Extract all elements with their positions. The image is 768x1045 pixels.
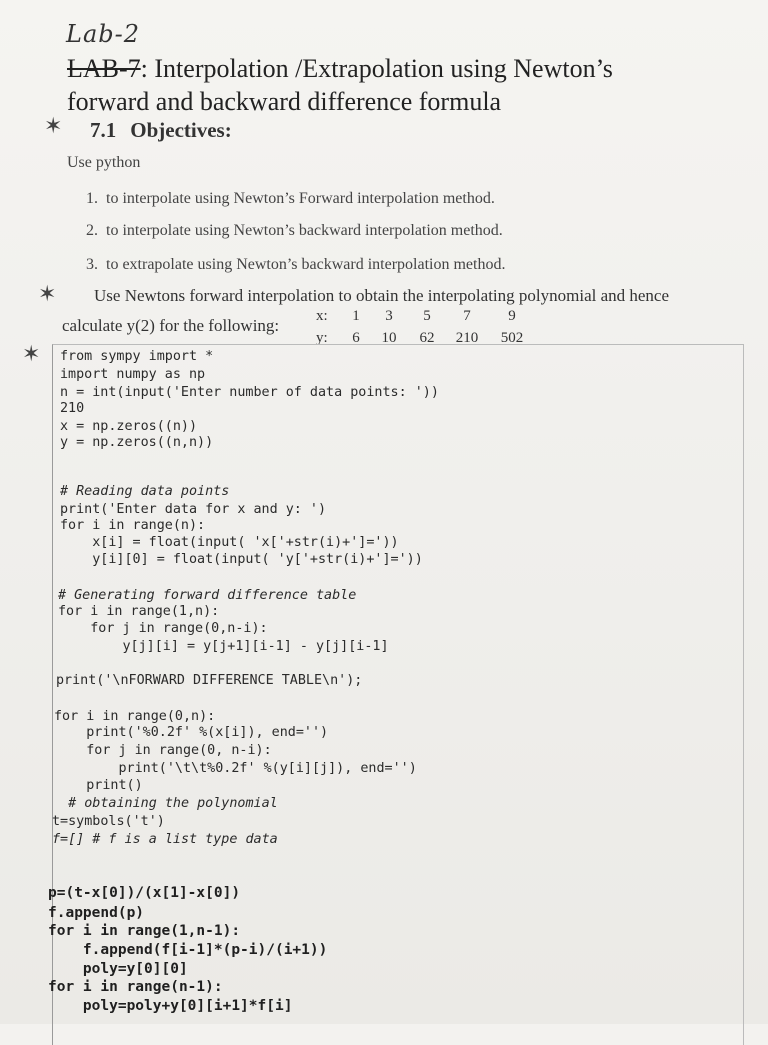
- handwritten-lab-note: Lab-2: [66, 20, 140, 48]
- code-line: print(): [54, 778, 143, 793]
- code-line: poly=y[0][0]: [48, 961, 188, 977]
- star-mark-icon: ✶: [38, 282, 57, 307]
- use-python-text: Use python: [67, 154, 141, 171]
- code-line: poly=poly+y[0][i+1]*f[i]: [48, 998, 293, 1014]
- question-line2: calculate y(2) for the following:: [62, 316, 280, 335]
- code-line: for i in range(1,n):: [58, 604, 220, 619]
- struck-lab-number: LAB-7: [67, 54, 141, 83]
- section-label: Objectives:: [130, 118, 232, 142]
- code-line: x[i] = float(input( 'x['+str(i)+']=')): [60, 535, 399, 550]
- code-line: for i in range(0,n):: [54, 709, 216, 724]
- star-mark-icon: ✶: [22, 342, 41, 367]
- section-heading: [90, 118, 232, 143]
- code-line: f.append(f[i-1]*(p-i)/(i+1)): [48, 942, 328, 958]
- code-comment: # obtaining the polynomial: [52, 796, 278, 811]
- code-line: print('\nFORWARD DIFFERENCE TABLE\n');: [56, 673, 363, 688]
- code-line: print('\t\t%0.2f' %(y[i][j]), end=''): [54, 761, 417, 776]
- star-mark-icon: ✶: [44, 114, 63, 139]
- section-number: 7.1: [90, 118, 117, 142]
- code-line: for j in range(0,n-i):: [58, 621, 268, 636]
- title-line1: : Interpolation /Extrapolation using Newton’s: [140, 54, 613, 83]
- code-line: x = np.zeros((n)): [60, 419, 198, 434]
- code-line: import numpy as np: [60, 367, 206, 382]
- code-line: 210: [60, 401, 85, 416]
- code-line: for i in range(1,n-1):: [48, 923, 241, 939]
- code-comment: # Generating forward difference table: [58, 588, 357, 603]
- question-line1: Use Newtons forward interpolation to obtain the interpolating polynomial and hence: [94, 286, 670, 305]
- code-line: print('%0.2f' %(x[i]), end=''): [54, 725, 329, 740]
- code-line: y[i][0] = float(input( 'y['+str(i)+']=')): [60, 552, 423, 567]
- code-line: y = np.zeros((n,n)): [60, 435, 214, 450]
- data-table-x-row: x: 1 3 5 7 9: [316, 308, 516, 324]
- code-line: for i in range(n):: [60, 518, 206, 533]
- code-line: f.append(p): [48, 905, 145, 921]
- page-title: [67, 52, 747, 118]
- objective-item: 2. to interpolate using Newton’s backward interpolation method.: [86, 222, 503, 239]
- data-table-y-row: y: 6 10 62 210 502: [316, 330, 524, 346]
- objective-item: 1. to interpolate using Newton’s Forward interpolation method.: [86, 190, 495, 207]
- code-line: f=[] # f is a list type data: [52, 832, 278, 847]
- code-line: for i in range(n-1):: [48, 979, 223, 995]
- code-line: p=(t-x[0])/(x[1]-x[0]): [48, 885, 241, 901]
- code-line: n = int(input('Enter number of data points: ')): [60, 385, 439, 400]
- code-line: for j in range(0, n-i):: [54, 743, 272, 758]
- objective-item: 3. to extrapolate using Newton’s backward interpolation method.: [86, 256, 506, 273]
- code-line: y[j][i] = y[j+1][i-1] - y[j][i-1]: [58, 639, 389, 654]
- code-line: from sympy import *: [60, 349, 214, 364]
- code-line: print('Enter data for x and y: '): [60, 502, 327, 517]
- code-line: t=symbols('t'): [52, 814, 165, 829]
- title-line2: forward and backward difference formula: [67, 87, 502, 116]
- code-comment: # Reading data points: [60, 484, 230, 499]
